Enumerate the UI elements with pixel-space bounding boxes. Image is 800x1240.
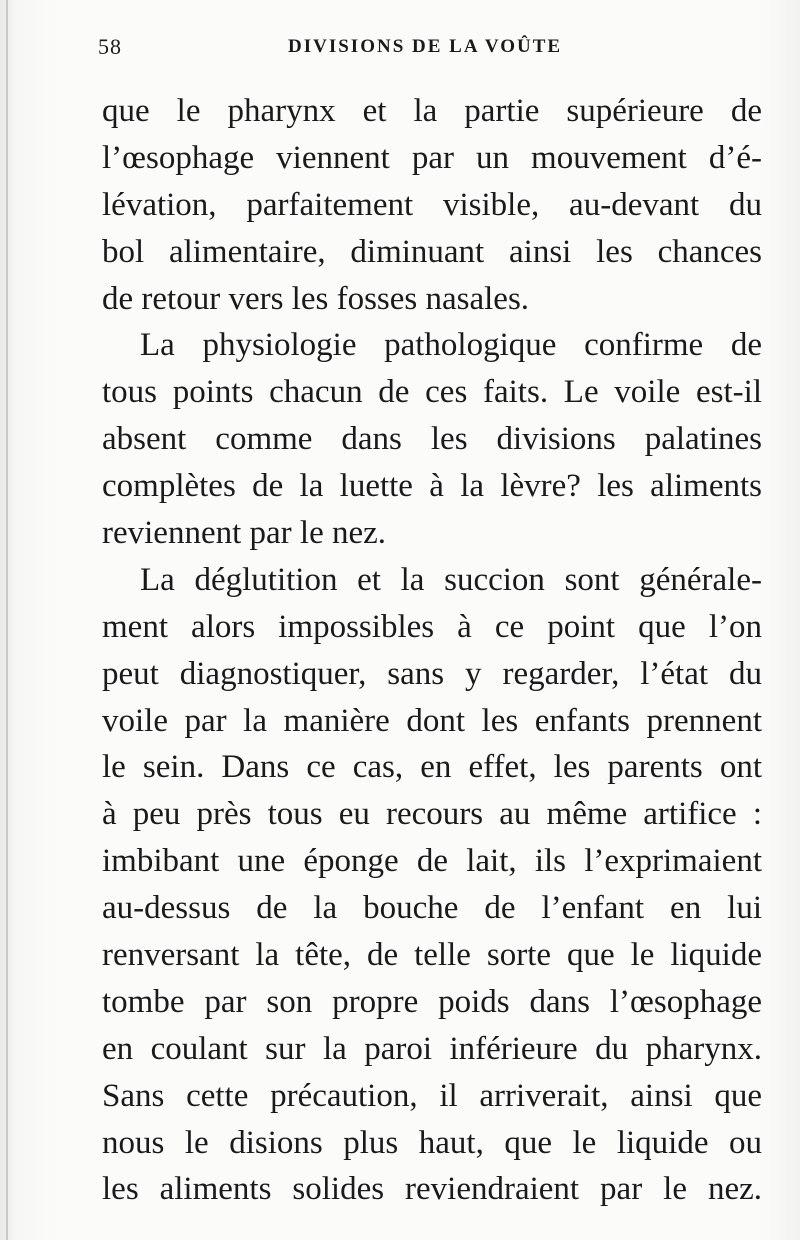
text-line: peut diagnostiquer, sans y regarder, l’état du (102, 655, 762, 692)
body-text (102, 88, 762, 1213)
text-line: reviennent par le nez. (102, 515, 387, 552)
text-line: en coulant sur la paroi inférieure du pharynx. (102, 1030, 762, 1067)
text-line: renversant la tête, de telle sorte que le liquide (102, 937, 762, 974)
text-line: à peu près tous eu recours au même artifice : (102, 796, 762, 833)
text-line: le sein. Dans ce cas, en effet, les parents ont (102, 749, 762, 786)
text-line: au-dessus de la bouche de l’enfant en lui (102, 890, 762, 927)
text-line: les aliments solides reviendraient par le nez. (102, 1171, 762, 1208)
text-line: bol alimentaire, diminuant ainsi les chances (102, 233, 762, 270)
text-line: imbibant une éponge de lait, ils l’exprimaient (102, 843, 762, 880)
page-number: 58 (98, 34, 122, 59)
text-line: de retour vers les fosses nasales. (102, 280, 530, 317)
text-line: absent comme dans les divisions palatines (102, 421, 762, 458)
text-line: nous le disions plus haut, que le liquide ou (102, 1124, 762, 1161)
page-header (98, 34, 758, 64)
running-title: DIVISIONS DE LA VOÛTE (288, 36, 563, 57)
text-line: tombe par son propre poids dans l’œsophage (102, 983, 762, 1020)
text-line: que le pharynx et la partie supérieure de (102, 93, 762, 129)
text-line: tous points chacun de ces faits. Le voile est-il (102, 374, 762, 411)
text-line: ment alors impossibles à ce point que l’on (102, 608, 762, 645)
text-line: La déglutition et la succion sont générale- (140, 561, 762, 598)
text-line: complètes de la luette à la lèvre? les aliments (102, 468, 762, 505)
text-line: La physiologie pathologique confirme de (140, 327, 762, 364)
text-line: l’œsophage viennent par un mouvement d’é- (102, 139, 762, 176)
text-line: Sans cette précaution, il arriverait, ainsi que (102, 1077, 762, 1114)
page-edge-shadow (6, 0, 8, 1240)
text-line: voile par la manière dont les enfants prennent (102, 702, 762, 739)
text-line: lévation, parfaitement visible, au-devant du (102, 186, 762, 223)
